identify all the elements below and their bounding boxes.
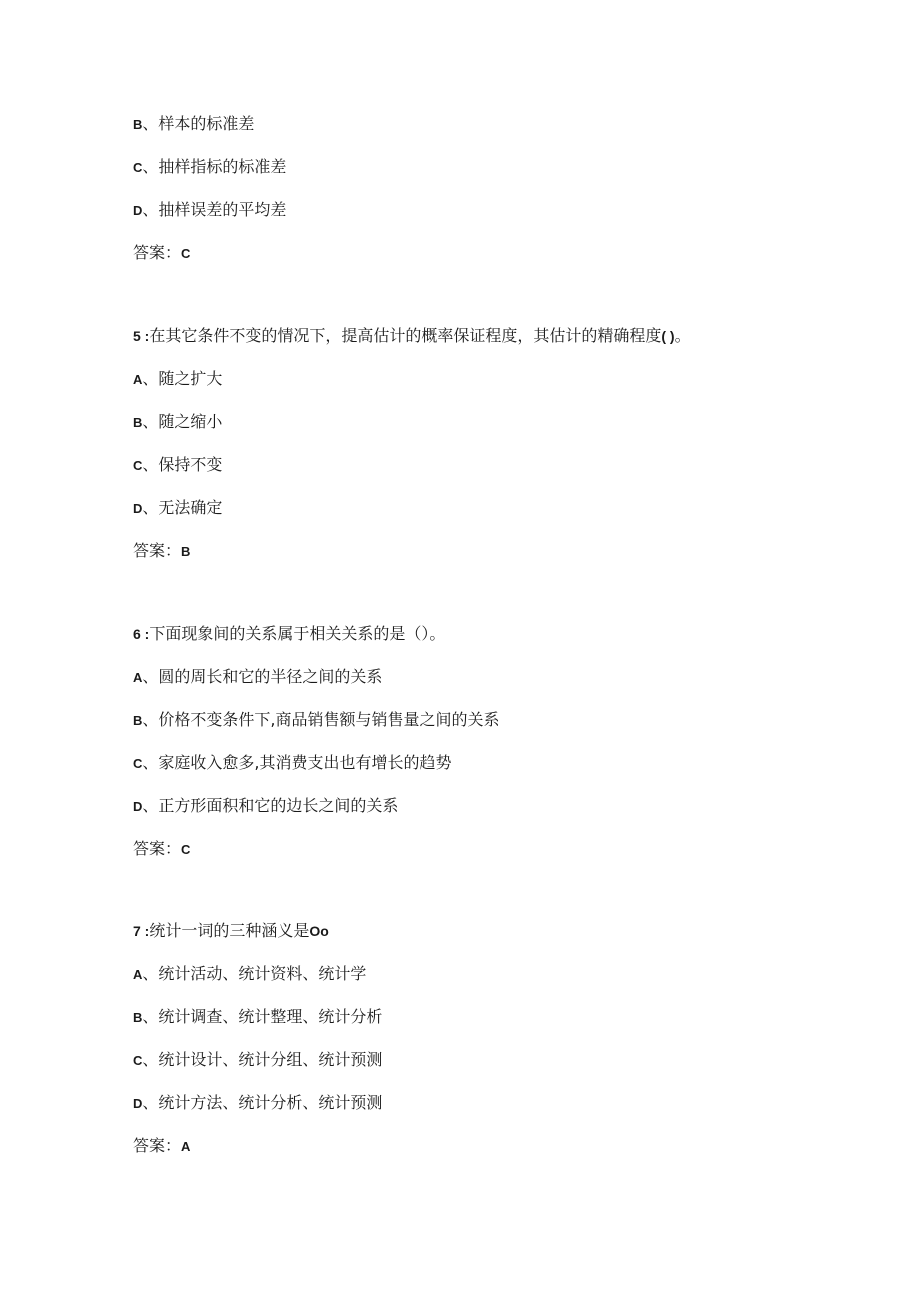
question-end: 。 xyxy=(674,326,691,345)
option-label: B xyxy=(133,117,143,132)
option-label: C xyxy=(133,160,143,175)
answer-prefix: 答案： xyxy=(133,541,182,560)
option-separator: 、 xyxy=(142,455,159,474)
option-label: D xyxy=(133,501,143,516)
answer-prefix: 答案： xyxy=(133,1136,182,1155)
q6-option-b xyxy=(133,710,500,731)
answer-value: B xyxy=(181,544,191,559)
option-separator: 、 xyxy=(142,1093,159,1112)
option-separator: 、 xyxy=(142,753,159,772)
q5-option-c xyxy=(133,455,222,476)
question-number: 5 : xyxy=(133,328,150,344)
option-separator: 、 xyxy=(142,1050,159,1069)
q5-stem xyxy=(133,326,691,346)
option-text: 统计活动、统计资料、统计学 xyxy=(158,964,367,983)
answer-prefix: 答案： xyxy=(133,243,182,262)
option-label: C xyxy=(133,756,143,771)
q4-option-d xyxy=(133,200,286,221)
q7-stem xyxy=(133,921,329,941)
q6-stem xyxy=(133,624,445,644)
q4-option-b xyxy=(133,114,254,135)
option-separator: 、 xyxy=(142,1007,159,1026)
option-text: 家庭收入愈多,其消费支出也有增长的趋势 xyxy=(158,753,452,772)
q7-option-c xyxy=(133,1050,382,1071)
q6-option-a xyxy=(133,667,382,688)
answer-value: C xyxy=(181,246,191,261)
option-separator: 、 xyxy=(142,796,159,815)
option-text: 价格不变条件下,商品销售额与销售量之间的关系 xyxy=(158,710,500,729)
option-separator: 、 xyxy=(142,412,159,431)
q7-option-d xyxy=(133,1093,382,1114)
option-text: 统计方法、统计分析、统计预测 xyxy=(158,1093,383,1112)
option-label: C xyxy=(133,458,143,473)
answer-prefix: 答案： xyxy=(133,839,182,858)
question-text: 在其它条件不变的情况下，提高估计的概率保证程度，其估计的精确程度 xyxy=(149,326,662,345)
option-separator: 、 xyxy=(142,114,159,133)
option-label: D xyxy=(133,203,143,218)
question-suffix: Oo xyxy=(309,923,329,939)
q6-option-c xyxy=(133,753,452,774)
option-separator: 、 xyxy=(142,200,159,219)
option-label: B xyxy=(133,1010,143,1025)
option-separator: 、 xyxy=(142,157,159,176)
option-text: 统计设计、统计分组、统计预测 xyxy=(158,1050,383,1069)
question-blank: ( ) xyxy=(661,328,675,344)
option-label: D xyxy=(133,1096,143,1111)
q5-answer xyxy=(133,541,190,562)
answer-value: C xyxy=(181,842,191,857)
option-separator: 、 xyxy=(142,498,159,517)
question-number: 6 : xyxy=(133,626,150,642)
option-text: 统计调查、统计整理、统计分析 xyxy=(158,1007,383,1026)
option-text: 抽样指标的标准差 xyxy=(158,157,287,176)
answer-value: A xyxy=(181,1139,191,1154)
option-text: 保持不变 xyxy=(158,455,223,474)
option-label: A xyxy=(133,967,143,982)
option-text: 随之缩小 xyxy=(158,412,223,431)
option-label: A xyxy=(133,670,143,685)
q6-option-d xyxy=(133,796,398,817)
option-text: 无法确定 xyxy=(158,498,223,517)
question-text: 下面现象间的关系属于相关关系的是（）。 xyxy=(149,624,446,643)
option-label: D xyxy=(133,799,143,814)
option-text: 样本的标准差 xyxy=(158,114,255,133)
q5-option-a xyxy=(133,369,222,390)
q4-answer xyxy=(133,243,190,264)
option-separator: 、 xyxy=(142,710,159,729)
option-separator: 、 xyxy=(142,369,159,388)
q5-option-b xyxy=(133,412,222,433)
q6-answer xyxy=(133,839,190,860)
option-label: C xyxy=(133,1053,143,1068)
q7-option-a xyxy=(133,964,366,985)
q5-option-d xyxy=(133,498,222,519)
option-text: 抽样误差的平均差 xyxy=(158,200,287,219)
option-label: A xyxy=(133,372,143,387)
q7-answer xyxy=(133,1136,190,1157)
option-label: B xyxy=(133,415,143,430)
option-label: B xyxy=(133,713,143,728)
option-separator: 、 xyxy=(142,667,159,686)
option-separator: 、 xyxy=(142,964,159,983)
q7-option-b xyxy=(133,1007,382,1028)
option-text: 随之扩大 xyxy=(158,369,223,388)
q4-option-c xyxy=(133,157,286,178)
option-text: 正方形面积和它的边长之间的关系 xyxy=(158,796,399,815)
question-number: 7 : xyxy=(133,923,150,939)
option-text: 圆的周长和它的半径之间的关系 xyxy=(158,667,383,686)
question-text: 统计一词的三种涵义是 xyxy=(149,921,310,940)
